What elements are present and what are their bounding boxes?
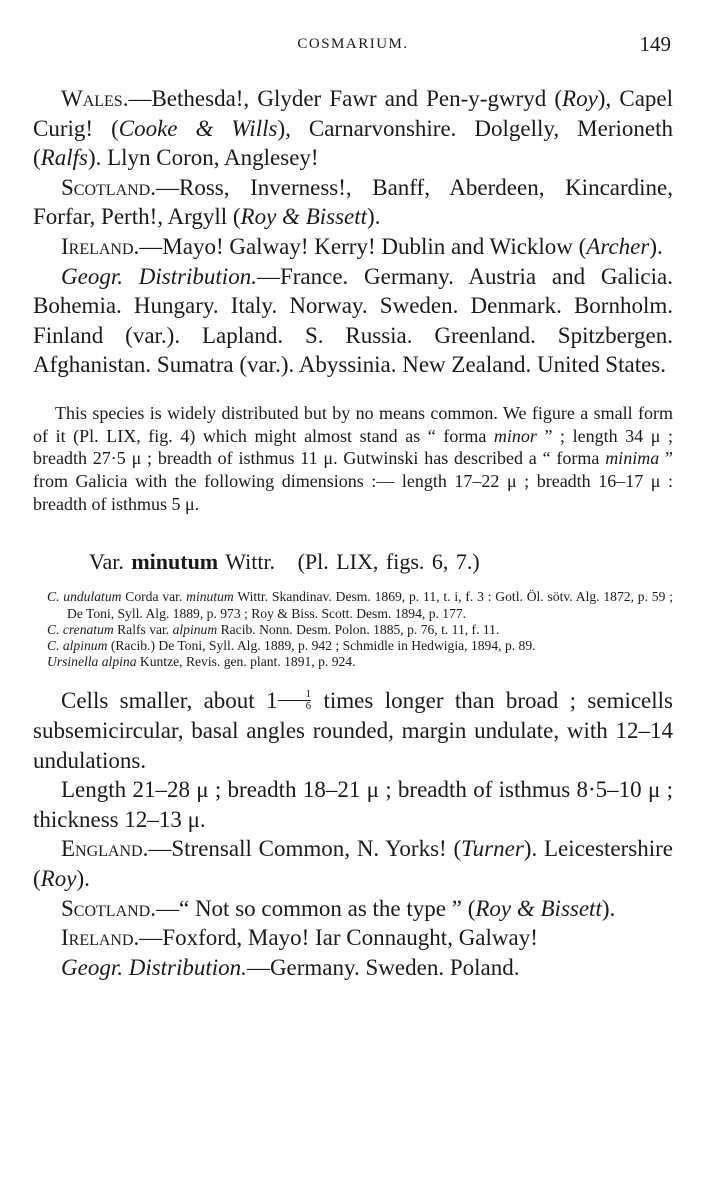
geogr-var-label: Geogr. Distribution.	[61, 954, 247, 980]
synonym-genus: C. alpinum	[47, 638, 108, 654]
fraction-denominator: 6	[305, 699, 312, 712]
variety-heading	[89, 549, 673, 575]
scotland-text-2: ).	[367, 204, 381, 230]
variety-prefix: Var.	[89, 549, 132, 575]
england-paragraph	[33, 834, 673, 893]
note-text-3: ” from Galicia with the following dimensions :— length 17–22 μ ; breadth 16–17 μ : breadth of isthmus 5 μ.	[33, 448, 673, 514]
page-number: 149	[639, 32, 671, 56]
synonym-item	[33, 622, 673, 638]
distribution-section	[33, 84, 673, 380]
england-text-2: ). Leicestershire (	[33, 836, 673, 892]
geogr-var-paragraph	[33, 953, 673, 983]
synonym-genus: C. crenatum	[47, 621, 114, 637]
ireland-text-2: ).	[649, 233, 663, 259]
scotland-var-text-2: ).	[601, 895, 616, 921]
scotland-var-roy: Roy & Bissett	[475, 895, 602, 921]
wales-text-4: ). Llyn Coron, Anglesey!	[87, 145, 319, 171]
england-text-3: ).	[76, 866, 90, 892]
cells-text-2: times longer than broad ; semicells subsemicircular, basal angles rounded, margin undulate, with 12–14 undulations.	[33, 688, 673, 773]
scotland-paragraph	[33, 173, 673, 232]
england-label: England.	[61, 836, 149, 862]
note-text-2: ” ; length 34 μ ; breadth 27·5 μ ; breadth of isthmus 11 μ. Gutwinski has described a “ forma	[33, 425, 673, 469]
fraction	[278, 689, 312, 712]
geogr-var-text: —Germany. Sweden. Poland.	[246, 954, 520, 980]
england-roy: Roy	[40, 866, 77, 892]
synonym-item	[33, 654, 673, 670]
wales-cooke: Cooke & Wills	[118, 115, 278, 141]
geogr-paragraph	[33, 262, 673, 380]
scotland-roy: Roy & Bissett	[240, 204, 368, 230]
synonym-genus: C. undulatum	[47, 589, 122, 605]
wales-label: Wales.	[61, 86, 129, 111]
wales-text-3: ), Carnarvonshire. Dolgelly, Merioneth (	[33, 115, 673, 171]
wales-roy: Roy	[562, 86, 598, 111]
synonym-list	[33, 589, 673, 670]
note-text-1: This species is widely distributed but by no means common. We figure a small form of it (Pl. LIX, fig. 4) which might almost stand as “ forma	[33, 402, 673, 446]
page-header	[33, 30, 673, 60]
synonym-text: Racib. Nonn. Desm. Polon. 1885, p. 76, t. 11, f. 11.	[217, 621, 500, 637]
synonym-text: Ralfs var.	[113, 621, 173, 637]
synonym-text: Corda var.	[121, 589, 187, 605]
running-head: COSMARIUM.	[297, 36, 409, 52]
wales-paragraph	[33, 84, 673, 173]
wales-text-1: —Bethesda!, Glyder Fawr and Pen-y-gwryd (	[128, 86, 563, 111]
ireland-var-paragraph	[33, 923, 673, 953]
variety-name: minutum	[131, 549, 219, 575]
wales-ralfs: Ralfs	[40, 145, 88, 171]
ireland-var-text: —Foxford, Mayo! Iar Connaught, Galway!	[139, 925, 538, 951]
note-minima: minima	[605, 448, 660, 469]
england-text-1: —Strensall Common, N. Yorks! (	[148, 836, 462, 862]
cells-paragraph	[33, 686, 673, 775]
scotland-var-paragraph	[33, 894, 673, 924]
synonym-text: Wittr. Skandinav. Desm. 1869, p. 11, t. i, f. 3 : Gotl. Öl. sötv. Alg. 1872, p. 59 ; De Toni, Syll. Alg. 1889, p. 973 ; Roy & Biss. Scott. Desm. 1894, p. 177.	[67, 589, 674, 621]
geogr-label: Geogr. Distribution.	[61, 263, 257, 289]
scotland-text-1: —Ross, Inverness!, Banff, Aberdeen, Kincardine, Forfar, Perth!, Argyll (	[33, 174, 673, 230]
ireland-paragraph	[33, 232, 673, 262]
note-paragraph	[33, 402, 673, 516]
scotland-label: Scotland.	[61, 174, 156, 200]
ireland-var-label: Ireland.	[61, 925, 140, 951]
variety-plate: (Pl. LIX, figs. 6, 7.)	[297, 549, 480, 575]
cells-text-1: Cells smaller, about 1	[61, 688, 278, 714]
synonym-var: alpinum	[172, 621, 218, 637]
scotland-var-label: Scotland.	[61, 895, 156, 921]
scotland-var-text-1: —“ Not so common as the type ” (	[155, 895, 476, 921]
wales-text-2: ), Capel Curig! (	[33, 86, 674, 141]
length-paragraph: Length 21–28 μ ; breadth 18–21 μ ; breadth of isthmus 8·5–10 μ ; thickness 12–13 μ.	[33, 777, 673, 832]
document-page	[33, 30, 673, 982]
variety-description	[33, 686, 673, 982]
synonym-item	[33, 589, 673, 621]
geogr-text: —France. Germany. Austria and Galicia. Bohemia. Hungary. Italy. Norway. Sweden. Denmark. Bornholm. Finland (var.). Lapland. S. Russia. Greenland. Spitzbergen. Afghanistan. Sumatra (var.). Abyssinia. New Zealand. United States.	[33, 263, 673, 378]
ireland-label: Ireland.	[61, 233, 140, 259]
synonym-text: Kuntze, Revis. gen. plant. 1891, p. 924.	[136, 654, 356, 670]
ireland-text-1: —Mayo! Galway! Kerry! Dublin and Wicklow (	[139, 233, 587, 259]
synonym-item	[33, 638, 673, 654]
synonym-text: (Racib.) De Toni, Syll. Alg. 1889, p. 942 ; Schmidle in Hedwigia, 1894, p. 89.	[107, 638, 536, 654]
fraction-numerator: 1	[278, 689, 312, 701]
ireland-archer: Archer	[586, 233, 650, 259]
variety-author: Wittr.	[218, 549, 276, 575]
england-turner: Turner	[461, 836, 524, 862]
note-minor: minor	[493, 425, 537, 446]
synonym-genus: Ursinella alpina	[47, 654, 137, 670]
synonym-var: minutum	[186, 589, 234, 605]
